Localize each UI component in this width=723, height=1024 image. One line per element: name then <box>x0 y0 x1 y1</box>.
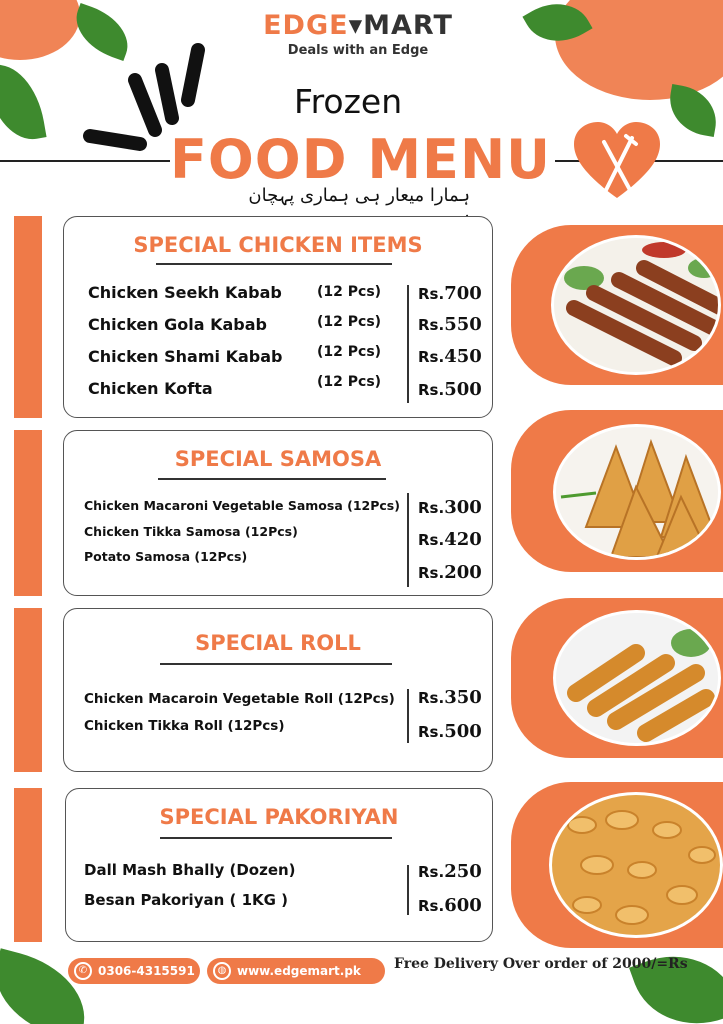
section-roll <box>63 608 493 772</box>
menu-item: Chicken Gola Kabab <box>88 315 267 334</box>
section-title: SPECIAL PAKORIYAN <box>159 805 399 829</box>
cart-icon: ▾ <box>348 10 364 41</box>
item-qty: (12 Pcs) <box>317 284 382 300</box>
item-qty: (12 Pcs) <box>317 314 382 330</box>
menu-item: Chicken Macaroin Vegetable Roll (12Pcs) <box>84 691 395 707</box>
menu-item: Chicken Seekh Kabab <box>88 283 282 302</box>
photo-panel-samosa <box>511 410 723 572</box>
samosa-image <box>553 424 721 560</box>
menu-item: Chicken Shami Kabab <box>88 347 283 366</box>
seekh-kabab-image <box>551 235 721 375</box>
section-title: SPECIAL SAMOSA <box>174 447 382 471</box>
side-bar-3 <box>14 608 42 772</box>
side-bar-2 <box>14 430 42 596</box>
phone-icon: ✆ <box>74 962 92 980</box>
menu-item: Chicken Kofta <box>88 379 213 398</box>
photo-panel-chicken <box>511 225 723 385</box>
title-underline <box>158 478 386 480</box>
section-pakoriyan <box>65 788 493 942</box>
item-price: Rs.250 <box>418 861 482 882</box>
right-leaf <box>664 84 721 137</box>
item-price: Rs.200 <box>418 562 482 583</box>
item-price: Rs.550 <box>418 314 482 335</box>
price-divider <box>407 493 409 587</box>
globe-icon: ◍ <box>213 962 231 980</box>
menu-item: Chicken Tikka Roll (12Pcs) <box>84 718 285 734</box>
price-divider <box>407 865 409 915</box>
title-underline <box>156 263 392 265</box>
item-price: Rs.500 <box>418 721 482 742</box>
item-price: Rs.350 <box>418 687 482 708</box>
side-bar-1 <box>14 216 42 418</box>
menu-item: Besan Pakoriyan ( 1KG ) <box>84 891 289 909</box>
left-leaf <box>0 58 47 145</box>
item-qty: (12 Pcs) <box>317 344 382 360</box>
top-left-blob <box>0 0 80 60</box>
item-price: Rs.420 <box>418 529 482 550</box>
item-price: Rs.700 <box>418 283 482 304</box>
title-underline <box>160 837 392 839</box>
menu-item: Chicken Macaroni Vegetable Samosa (12Pcs) <box>84 498 400 513</box>
website-url: www.edgemart.pk <box>237 964 361 978</box>
delivery-note: Free Delivery Over order of 2000/=Rs <box>394 956 688 972</box>
heart-fork-knife-icon <box>574 122 660 202</box>
header-rule-left <box>0 160 170 162</box>
item-price: Rs.450 <box>418 346 482 367</box>
brand-name-part1: EDGE <box>263 10 349 41</box>
section-title: SPECIAL CHICKEN ITEMS <box>133 233 423 257</box>
menu-item: Dall Mash Bhally (Dozen) <box>84 861 296 879</box>
title-underline <box>160 663 392 665</box>
photo-panel-pakoriyan <box>511 782 723 948</box>
item-price: Rs.600 <box>418 895 482 916</box>
phone-contact[interactable] <box>68 958 200 984</box>
page-title: FOOD MENU <box>170 128 551 191</box>
section-chicken <box>63 216 493 418</box>
item-qty: (12 Pcs) <box>317 374 382 390</box>
item-price: Rs.300 <box>418 497 482 518</box>
pakoriyan-image <box>549 792 723 938</box>
item-price: Rs.500 <box>418 379 482 400</box>
phone-number: 0306-4315591 <box>98 964 195 978</box>
price-divider <box>407 285 409 403</box>
price-divider <box>407 689 409 743</box>
bottom-right-leaf <box>629 937 723 1024</box>
photo-panel-roll <box>511 598 723 758</box>
brand-tagline: Deals with an Edge <box>287 43 429 58</box>
pre-title: Frozen <box>294 82 403 121</box>
brand-logo <box>258 10 458 58</box>
section-samosa <box>63 430 493 596</box>
menu-item: Chicken Tikka Samosa (12Pcs) <box>84 524 298 539</box>
section-title: SPECIAL ROLL <box>195 631 361 655</box>
brand-name-part2: MART <box>363 10 453 41</box>
urdu-slogan: ہمارا میعار ہی ہماری پہچان <box>248 185 470 206</box>
side-bar-4 <box>14 788 42 942</box>
menu-item: Potato Samosa (12Pcs) <box>84 549 248 564</box>
website-link[interactable] <box>207 958 385 984</box>
spring-roll-image <box>553 610 721 746</box>
